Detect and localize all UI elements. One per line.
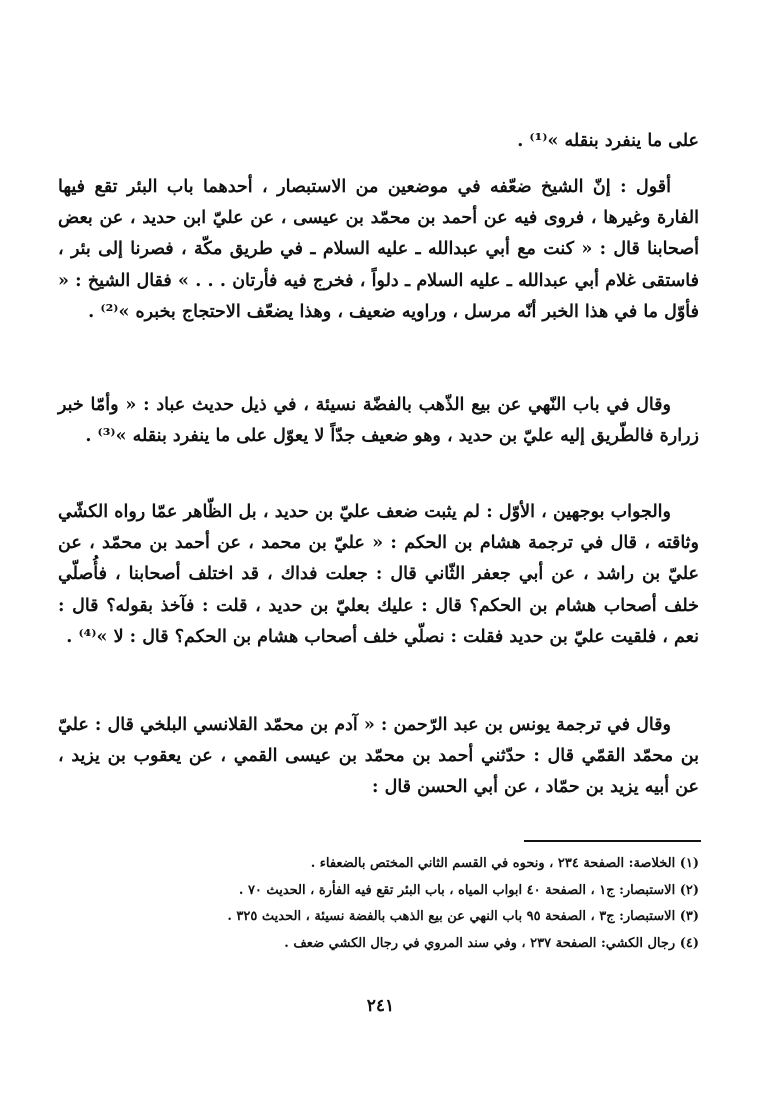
paragraph-continuation: على ما ينفرد بنقله »⁽¹⁾ . <box>517 131 699 151</box>
page-number: ٢٤١ <box>366 996 395 1016</box>
footnote-divider <box>524 840 701 842</box>
paragraph: أقول : إنّ الشيخ ضعّفه في موضعين من الاستبصار ، أحدهما باب البئر تقع فيها الفارة وغيرها ، فروى فيه عن أحمد بن محمّد بن عيسى ، عن عليّ ابن حديد ، عن بعض أصحابنا قال : « كنت مع أبي عبدالله ـ عليه السلام ـ في طريق مكّة ، فصرنا إلى بئر ، فاستقى غلام أبي عبدالله ـ عليه السلام ـ دلواً ، فخرج فيه فأرتان . . . » فقال الشيخ : « فأوّل ما في هذا الخبر أنّه مرسل ، وراويه ضعيف ، وهذا يضعّف الاحتجاج بخبره »⁽²⁾ . <box>58 177 700 322</box>
paragraph: وقال في باب النّهي عن بيع الذّهب بالفضّة نسيئة ، في ذيل حديث عباد : « وأمّا خبر زرارة فالطّريق إليه عليّ بن حديد ، وهو ضعيف جدّاً لا يعوّل على ما ينفرد بنقله »⁽³⁾ . <box>58 395 699 447</box>
paragraph: وقال في ترجمة يونس بن عبد الرّحمن : « آدم بن محمّد القلانسي البلخي قال : عليّ بن محمّد القمّي قال : حدّثني أحمد بن محمّد بن عيسى القمي ، عن يعقوب بن يزيد ، عن أبيه يزيد بن حمّاد ، عن أبي الحسن قال : <box>58 715 699 798</box>
paragraph-block <box>58 390 699 452</box>
paragraph-block <box>58 497 699 653</box>
footnote: (٣) الاستبصار: ج٣ ، الصفحة ٩٥ باب النهي عن بيع الذهب بالفضة نسيئة ، الحديث ٣٢٥ . <box>227 909 699 924</box>
paragraph: والجواب بوجهين ، الأوّل : لم يثبت ضعف عليّ بن حديد ، بل الظّاهر عمّا رواه الكشّي وثاقته ، قال في ترجمة هشام بن الحكم : « عليّ بن محمد ، عن أحمد بن محمّد ، عن عليّ بن راشد ، عن أبي جعفر الثّاني قال : جعلت فداك ، قد اختلف أصحابنا ، فأُصلّي خلف أصحاب هشام بن الحكم؟ قال : عليك بعليّ بن حديد ، قلت : فآخذ بقوله؟ قال : نعم ، فلقيت عليّ بن حديد فقلت : نصلّي خلف أصحاب هشام بن الحكم؟ قال : لا »⁽⁴⁾ . <box>58 502 699 647</box>
footnote: (١) الخلاصة: الصفحة ٢٣٤ ، ونحوه في القسم الثاني المختص بالضعفاء . <box>310 856 699 871</box>
main-text <box>58 126 699 157</box>
footnotes <box>58 851 699 957</box>
paragraph-block <box>58 172 699 328</box>
footnote: (٤) رجال الكشي: الصفحة ٢٣٧ ، وفي سند المروي في رجال الكشي ضعف . <box>284 935 699 951</box>
paragraph-block <box>58 710 699 804</box>
footnote: (٢) الاستبصار: ج١ ، الصفحة ٤٠ ابواب المياه ، باب البئر تقع فيه الفأرة ، الحديث ٧٠ . <box>238 882 699 898</box>
